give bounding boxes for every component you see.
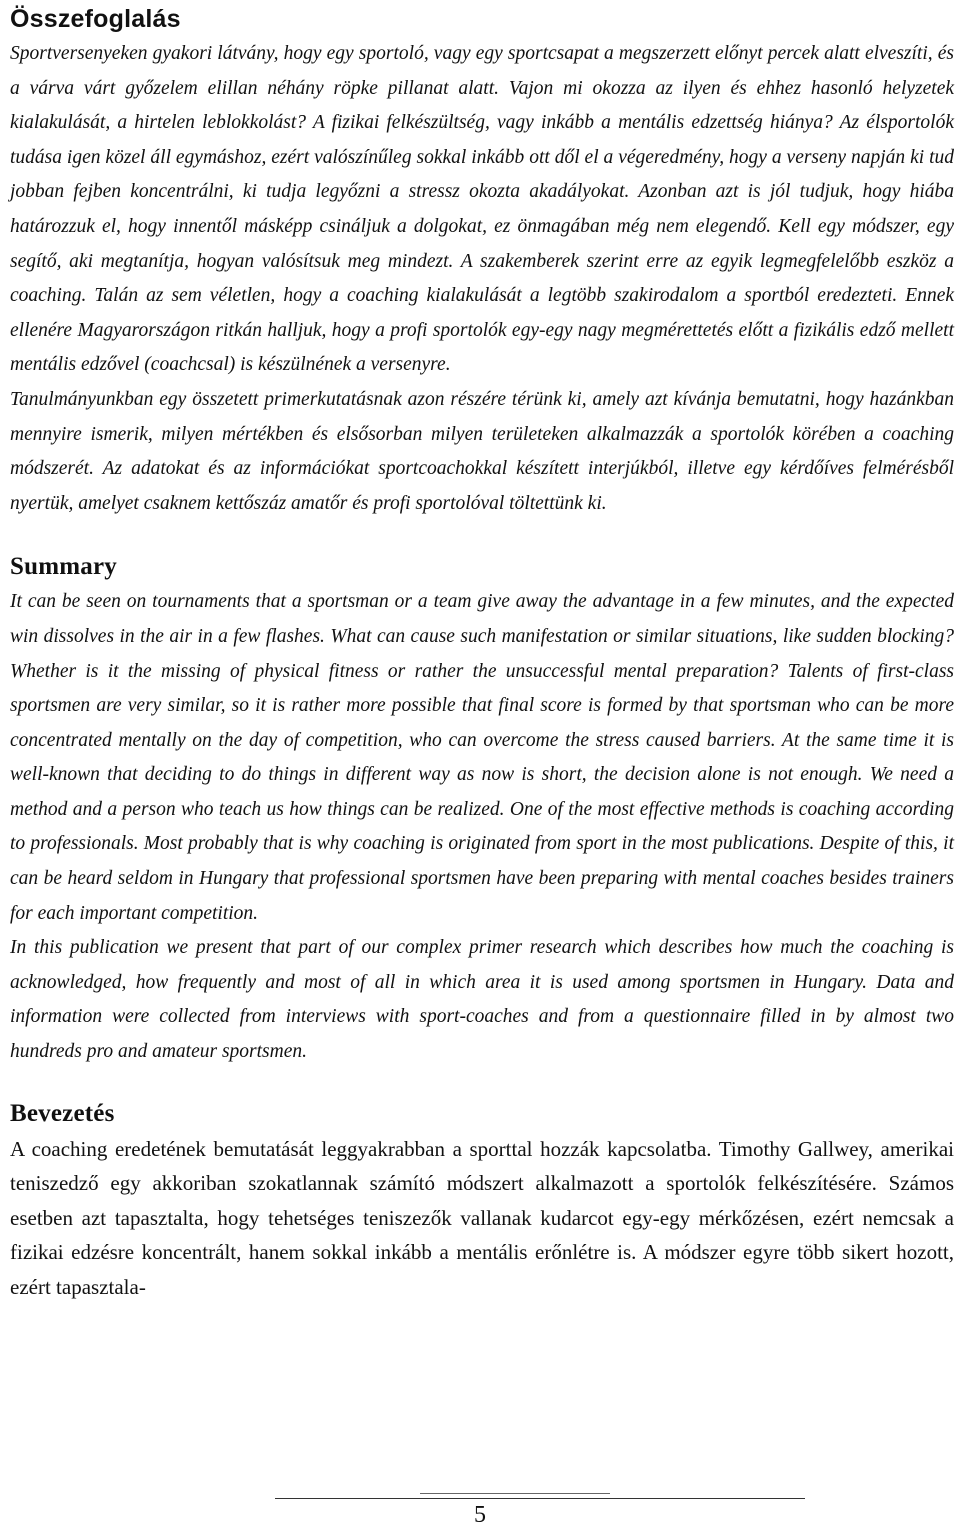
footer-rule-short [420,1493,610,1494]
page-footer [0,1490,960,1529]
bevezetes-paragraph-1: A coaching eredetének bemutatását leggyakrabban a sporttal hozzák kapcsolatba. Timothy Gallwey, amerikai teniszedző egy akkoriban szokatlannak számító módszert alkalmazott a sportolók felkészítésére. Számos esetben azt tapasztalta, hogy tehetséges teniszezők vallanak kudarcot egy-egy mérkőzésen, ezért nemcsak a fizikai edzésre koncentrált, hanem sokkal inkább a mentális erőnlétre is. A módszer egyre több sikert hozott, ezért tapasztala- [10,1136,954,1299]
heading-osszefoglalas: Összefoglalás [10,5,181,33]
heading-bevezetes: Bevezetés [10,1099,115,1127]
summary-paragraph-2: In this publication we present that part of our complex primer research which describes how much the coaching is acknowledged, how frequently and most of all in which area it is used among sportsmen in Hungary. Data and information were collected from interviews with sport-coaches and from a questionnaire filled in by almost two hundreds pro and amateur sportsmen. [10,937,954,1063]
document-page [10,0,954,1305]
footer-rule [275,1498,805,1499]
osszefoglalas-paragraph-2: Tanulmányunkban egy összetett primerkutatásnak azon részére térünk ki, amely azt kívánja bemutatni, hogy hazánkban mennyire ismerik, milyen mértékben és elsősorban milyen területeken alkalmazzák a sportolók körében a coaching módszerét. Az adatokat és az információkat sportcoachokkal készített interjúkból, illetve egy kérdőíves felmérésből nyertük, amelyet csaknem kettőszáz amatőr és profi sportolóval töltettünk ki. [10,388,954,514]
page-number: 5 [474,1502,486,1528]
summary-paragraph-1: It can be seen on tournaments that a sportsman or a team give away the advantage in a few minutes, and the expected win dissolves in the air in a few flashes. What can cause such manifestation or similar situations, like sudden blocking? Whether is it the missing of physical fitness or rather the unsuccessful mental preparation? Talents of first-class sportsmen are very similar, so it is rather more possible that final score is formed by that sportsman who can be more concentrated mentally on the day of competition, who can overcome the stress caused barriers. At the same time it is well-known that deciding to do things in different way as now is short, the decision alone is not enough. We need a method and a person who teach us how things can be realized. One of the most effective methods is coaching according to professionals. Most probably that is why coaching is originated from sport in the most publications. Despite of this, it can be heard seldom in Hungary that professional sportsmen have been preparing with mental coaches besides trainers for each important competition. [10,591,954,924]
heading-summary: Summary [10,553,117,581]
osszefoglalas-paragraph-1: Sportversenyeken gyakori látvány, hogy egy sportoló, vagy egy sportcsapat a megszerzett előnyt percek alatt elveszíti, és a várva várt győzelem elillan néhány röpke pillanat alatt. Vajon mi okozza az ilyen és ehhez hasonló helyzetek kialakulását, a hirtelen leblokkolást? A fizikai felkészültség, vagy inkább a mentális edzettség hiánya? Az élsportolók tudása igen közel áll egymáshoz, ezért valószínűleg sokkal inkább ott dől el a végeredmény, hogy a verseny napján ki tud jobban fejben koncentrálni, ki tudja legyőzni a stressz okozta akadályokat. Azonban azt is jól tudjuk, hogy hiába határozzuk el, hogy innentől másképp csináljuk a dolgokat, ez önmagában még nem elegendő. Kell egy módszer, egy segítő, aki megtanítja, hogyan valósítsuk meg mindezt. A szakemberek szerint erre az egyik legmegfelelőbb eszköz a coaching. Talán az sem véletlen, hogy a coaching kialakulását a legtöbb szakirodalom a sportból eredezteti. Ennek ellenére Magyarországon ritkán halljuk, hogy a profi sportolók egy-egy nagy megmérettetés előtt a fizikális edző mellett mentális edzővel (coachcsal) is készülnének a versenyre. [10,43,954,376]
